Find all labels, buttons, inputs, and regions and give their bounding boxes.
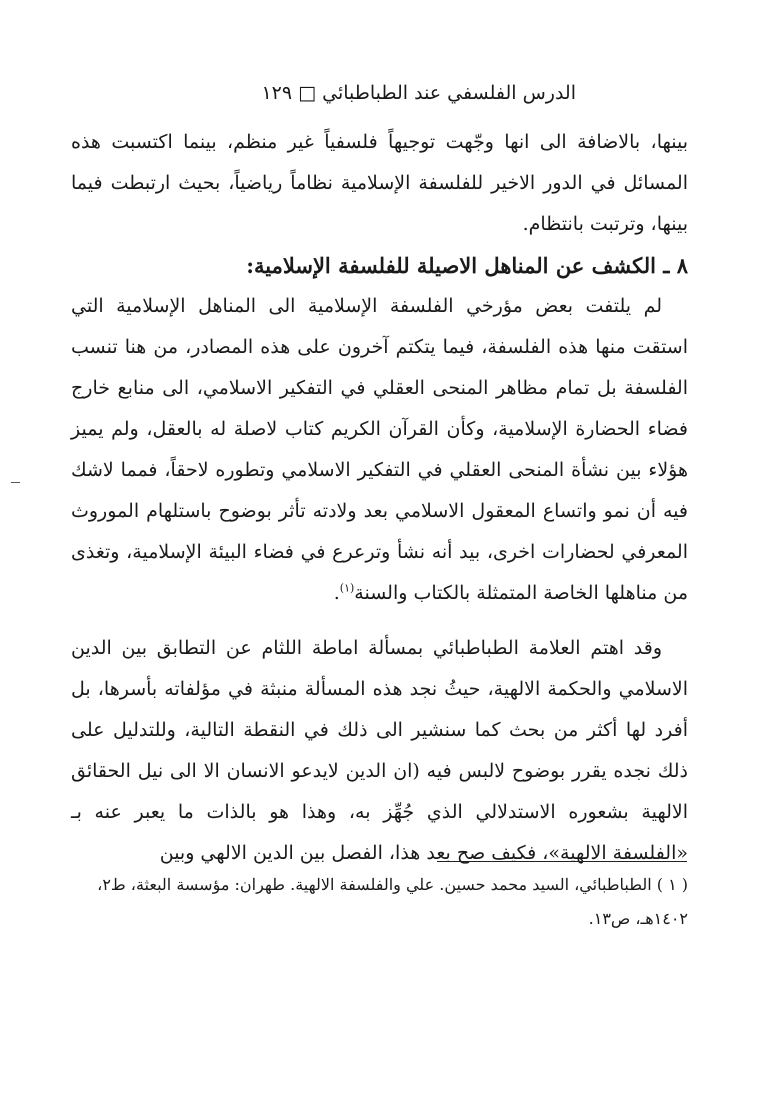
footnote-text: الطباطبائي، السيد محمد حسين. علي والفلسفة الالهية. طهران: مؤسسة البعثة، ط٢، ١٤٠٢هـ، ص١٣. [97, 875, 688, 928]
section-heading: ٨ ـ الكشف عن المناهل الاصيلة للفلسفة الإسلامية: [246, 253, 688, 278]
paragraph [71, 286, 688, 614]
margin-mark [11, 482, 20, 483]
main-text [71, 122, 688, 874]
footnote-separator [437, 861, 687, 862]
page-number: ١٢٩ [261, 82, 293, 104]
header-separator: □ [298, 82, 317, 104]
paragraph-continued: بينها، بالاضافة الى انها وجّهت توجيهاً فلسفياً غير منظم، بينما اكتسبت هذه المسائل في الدور الاخير للفلسفة الإسلامية نظاماً رياضياً، بحيث ارتبطت فيما بينها، وترتبت بانتظام. [71, 131, 688, 235]
paragraph-text: لم يلتفت بعض مؤرخي الفلسفة الإسلامية الى المناهل الإسلامية التي استقت منها هذه الفلسفة، فيما يتكتم آخرون على هذه المصادر، من هنا تنسب الفلسفة بل تمام مظاهر المنحى العقلي في التفكير الاسلامي، الى منابع خارج فضاء الحضارة الإسلامية، وكأن القرآن الكريم كتاب لاصلة له بالعقل، ولم يميز هؤلاء بين نشأة المنحى العقلي في التفكير الاسلامي وتطوره لاحقاً، فمما لاشك فيه أن نمو واتساع المعقول الاسلامي بعد ولادته تأثر بوضوح باستلهام الموروث المعرفي لحضارات اخرى، بيد أنه نشأ وترعرع في فضاء البيئة الإسلامية، وتغذى من مناهلها الخاصة المتمثلة بالكتاب والسنة [71, 295, 688, 604]
paragraph-end: . [333, 582, 340, 604]
footnote-marker: ( ١ ) [656, 875, 688, 894]
footnote [68, 868, 688, 936]
paragraph: وقد اهتم العلامة الطباطبائي بمسألة اماطة اللثام عن التطابق بين الدين الاسلامي والحكمة الالهية، حيثُ نجد هذه المسألة منبثة في مؤلفاته بأسرها، بل أفرد لها أكثر من بحث كما سنشير الى ذلك في النقطة التالية، وللتدليل على ذلك نجده يقرر بوضوح لالبس فيه (ان الدين لايدعو الانسان الا الى نيل الحقائق الالهية بشعوره الاستدلالي الذي جُهِّز به، وهذا هو بالذات ما يعبر عنه بـ «الفلسفة الالهية»، فكيف صح بعد هذا، الفصل بين الدين الالهي وبين [71, 637, 688, 864]
footnote-reference: (١) [339, 581, 355, 595]
running-header [196, 78, 576, 108]
running-title: الدرس الفلسفي عند الطباطبائي [322, 82, 576, 104]
